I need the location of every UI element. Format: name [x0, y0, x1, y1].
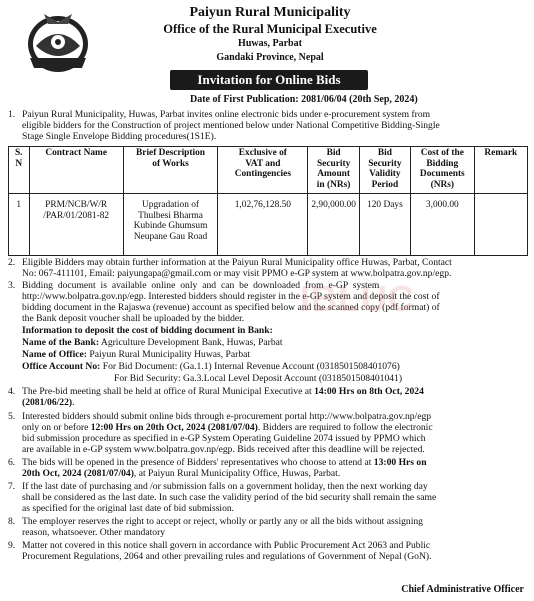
item4-line: (2081/06/22).: [22, 397, 75, 408]
item-number: 5.: [8, 411, 16, 422]
municipality-name: Paiyun Rural Municipality: [189, 5, 351, 20]
item-number: 6.: [8, 457, 16, 468]
item-number: 2.: [8, 257, 16, 268]
item-number: 3.: [8, 280, 16, 291]
header-bid-security-amount: Bid Security Amount in (NRs): [308, 147, 359, 194]
nepal-emblem-icon: [22, 8, 94, 76]
item3-line: the Bank deposit voucher shall be uploaded by the bidder.: [22, 313, 245, 324]
item-number: 1.: [8, 109, 16, 120]
item8-line: reason, whatsoever. Other mandatory: [22, 527, 166, 538]
table-row: [9, 194, 528, 256]
item2-line: No: 067-411101, Email: paiyungapa@gmail.com or may visit PPMO e-GP system at www.bolpatra.gov.np/egp.: [22, 268, 452, 279]
cell-brief-description: Upgradation of Thulbesi Bharma Kubinde Ghumsum Neupane Gau Road: [123, 194, 217, 256]
item7-line: as specified for the original last date of bid submission.: [22, 503, 235, 514]
header-brief-description: Brief Description of Works: [123, 147, 217, 194]
item1-line: eligible bidders for the Construction of project mentioned below under National Competitive Bidding-Single: [22, 120, 440, 131]
item5-line: only on or before 12:00 Hrs on 20th Oct, 2024 (2081/07/04). Bidders are required to follow the electronic: [22, 422, 433, 433]
item3-line: Bidding document is available online only and can be downloaded from e-GP system: [22, 280, 380, 291]
cell-sn: 1: [9, 194, 30, 256]
account-line: Office Account No: For Bid Document: (Ga.1.1) Internal Revenue Account (03185015084010​76): [22, 361, 400, 372]
item9-line: Procurement Regulations, 2064 and other prevailing rules and regulations of Government of Nepal (GoN).: [22, 551, 432, 562]
bank-name-line: Name of the Bank: Agriculture Development Bank, Huwas, Parbat: [22, 337, 283, 348]
item9-line: Matter not covered in this notice shall govern in accordance with Public Procurement Act 2063 and Public: [22, 540, 431, 551]
security-account-line: For Bid Security: Ga.3.Local Level Deposit Account (0318501508401041): [114, 373, 403, 384]
item8-line: The employer reserves the right to accept or reject, wholly or partly any or all the bids without assigning: [22, 516, 423, 527]
item-number: 4.: [8, 386, 16, 397]
item3-line: bidding document in the Rajaswa (revenue) account as specified below and the scanned copy (pdf format) of: [22, 302, 440, 313]
office-name: Office of the Rural Municipal Executive: [163, 22, 377, 36]
office-name-line: Name of Office: Paiyun Rural Municipality Huwas, Parbat: [22, 349, 251, 360]
item5-line: bid submission procedure as specified in e-GP System Operating Guideline 2074 issued by PPMO which: [22, 433, 426, 444]
header-contract-name: Contract Name: [29, 147, 123, 194]
item4-line: The Pre-bid meeting shall be held at office of Rural Municipal Executive at 14:00 Hrs on 8th Oct, 2024: [22, 386, 424, 397]
bank-info-heading: Information to deposit the cost of bidding document in Bank:: [22, 325, 273, 336]
item1-line: Stage Single Envelope Bidding procedures(1S1E).: [22, 131, 217, 142]
item2-line: Eligible Bidders may obtain further information at the Paiyun Rural Municipality office Huwas, Parbat, Contact: [22, 257, 452, 268]
watermark-logo: IBLUC: [300, 278, 415, 319]
header-cost-estimate: Exclusive of VAT and Contingencies: [218, 147, 308, 194]
item6-line: 20th Oct, 2024 (2081/07/04), at Paiyun Rural Municipality Office, Huwas, Parbat.: [22, 468, 341, 479]
item1-line: Paiyun Rural Municipality, Huwas, Parbat invites online electronic bids under e-procurement system from: [22, 109, 431, 120]
cell-contract-name: PRM/NCB/W/R /PAR/01/2081-82: [29, 194, 123, 256]
signoff-title: Chief Administrative Officer: [401, 584, 524, 595]
cell-cost-estimate: 1,02,76,128.50: [218, 194, 308, 256]
item6-line: The bids will be opened in the presence of Bidders' representatives who choose to attend at 13:00 Hrs on: [22, 457, 427, 468]
office-location: Huwas, Parbat: [238, 38, 302, 49]
item-number: 8.: [8, 516, 16, 527]
header-remark: Remark: [474, 147, 527, 194]
cell-remark: [474, 194, 527, 256]
cell-bid-security-validity: 120 Days: [359, 194, 410, 256]
header-bid-security-validity: Bid Security Validity Period: [359, 147, 410, 194]
bid-table: [8, 146, 528, 256]
cell-document-cost: 3,000.00: [411, 194, 475, 256]
province-name: Gandaki Province, Nepal: [216, 52, 324, 63]
item3-line: http://www.bolpatra.gov.np/egp. Interested bidders should register in the e-GP system and deposit the cost of: [22, 291, 440, 302]
item5-line: are available in e-GP system www.bolpatra.gov.np/egp. Bids received after this deadline will be rejected.: [22, 444, 425, 455]
item7-line: If the last date of purchasing and /or submission falls on a government holiday, then the next working day: [22, 481, 428, 492]
item5-line: Interested bidders should submit online bids through e-procurement portal http://www.bolpatra.gov.np/egp: [22, 411, 432, 422]
item7-line: shall be considered as the last date. In such case the validity period of the bid security shall remain the same: [22, 492, 437, 503]
cell-bid-security-amount: 2,90,000.00: [308, 194, 359, 256]
header-document-cost: Cost of the Bidding Documents (NRs): [411, 147, 475, 194]
item-number: 9.: [8, 540, 16, 551]
table-header-row: [9, 147, 528, 194]
header-sn: S. N: [9, 147, 30, 194]
item-number: 7.: [8, 481, 16, 492]
publication-date: Date of First Publication: 2081/06/04 (20th Sep, 2024): [190, 94, 418, 105]
notice-title-banner: Invitation for Online Bids: [170, 70, 368, 90]
